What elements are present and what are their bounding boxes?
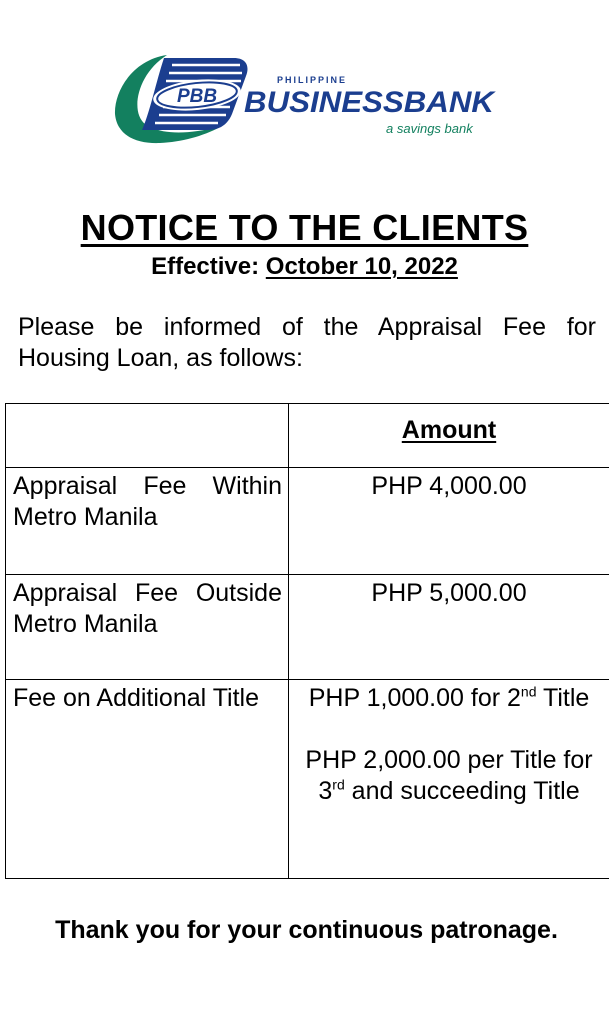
logo-badge-text: PBB	[176, 86, 218, 107]
table-row	[6, 575, 609, 680]
effective-date: October 10, 2022	[265, 253, 458, 280]
fee-amount: PHP 5,000.00	[289, 575, 609, 680]
fee-table	[5, 403, 609, 879]
fee-amount	[289, 680, 609, 879]
fee-description: Appraisal Fee Outside Metro Manila	[6, 575, 289, 680]
table-header-row	[6, 404, 609, 468]
header-amount-label: Amount	[401, 416, 497, 444]
pbb-logo-icon	[112, 52, 502, 147]
effective-line	[0, 252, 609, 282]
additional-title-fee-line1: PHP 1,000.00 for 2nd Title	[308, 683, 590, 712]
notice-title: NOTICE TO THE CLIENTS	[80, 207, 529, 248]
closing-message: Thank you for your continuous patronage.	[55, 916, 558, 944]
table-row	[6, 680, 609, 879]
logo-brand-text: BUSINESSBANK	[244, 86, 497, 119]
bank-logo	[112, 52, 502, 147]
additional-title-fee-line2: PHP 2,000.00 per Title for 3rd and succeeding Title	[305, 746, 593, 805]
logo-small-text: PHILIPPINE	[277, 75, 348, 85]
fee-description: Appraisal Fee Within Metro Manila	[6, 468, 289, 575]
logo-tagline: a savings bank	[386, 121, 473, 136]
intro-paragraph: Please be informed of the Appraisal Fee for Housing Loan, as follows:	[18, 313, 596, 372]
header-description-cell	[6, 404, 289, 468]
table-row	[6, 468, 609, 575]
effective-label: Effective:	[151, 253, 260, 280]
header-amount-cell	[289, 404, 609, 468]
fee-amount: PHP 4,000.00	[289, 468, 609, 575]
fee-description: Fee on Additional Title	[6, 680, 289, 879]
